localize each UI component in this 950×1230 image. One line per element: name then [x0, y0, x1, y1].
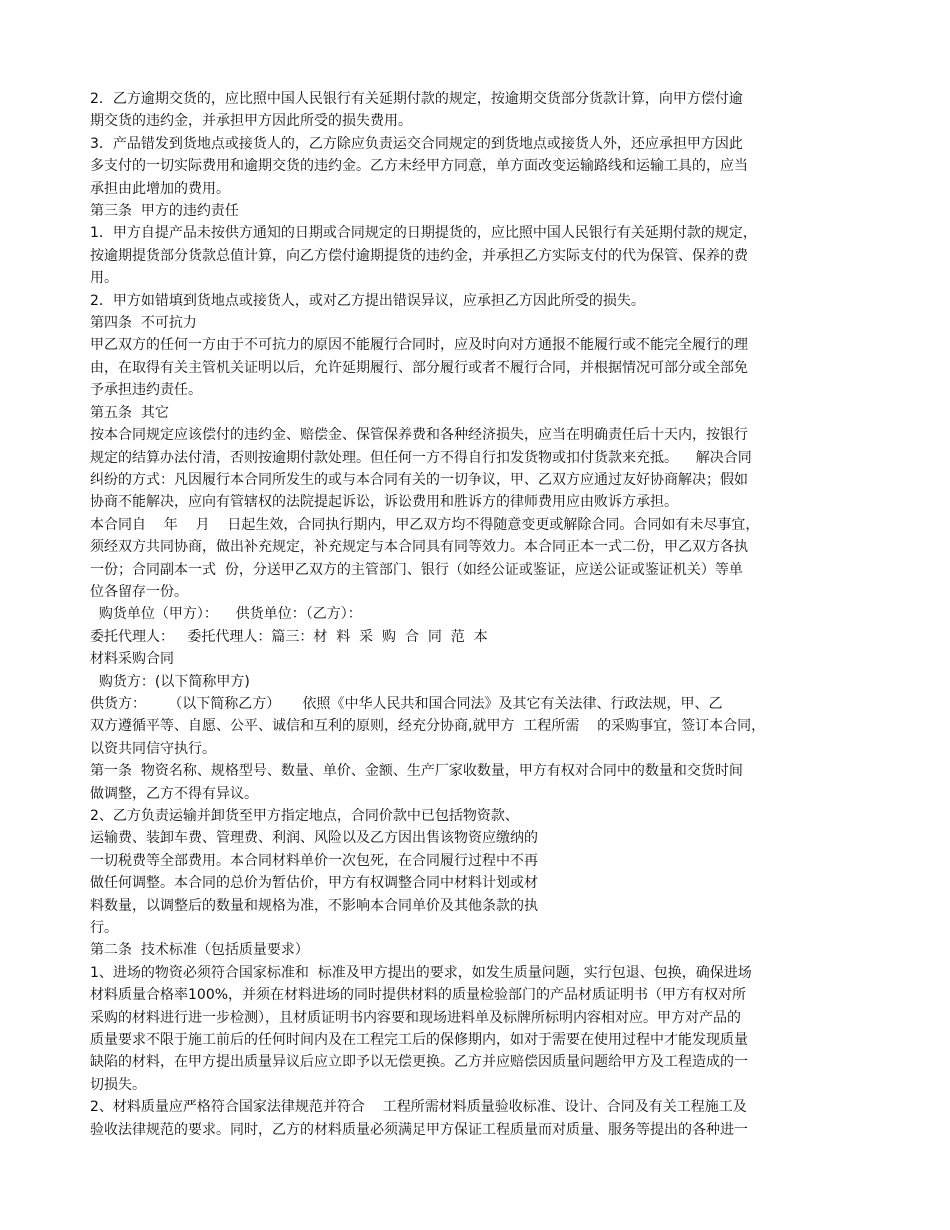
text-line: 采购的材料进行进一步检测），且材质证明书内容要和现场进料单及标牌所标明内容相对应。甲方对产品的 — [90, 1009, 741, 1026]
text-line: 材料质量合格率100%，并须在材料进场的同时提供材料的质量检验部门的产品材质证明书（甲方有权对所 — [90, 987, 747, 1004]
text-line: 协商不能解决，应向有管辖权的法院提起诉讼，诉讼费用和胜诉方的律师费用应由败诉方承担。 — [90, 494, 678, 511]
text-line: 予承担违约责任。 — [90, 382, 202, 399]
text-line: 供货方： （以下简称乙方） 依照《中华人民共和国合同法》及其它有关法律、行政法规，甲、乙 — [90, 695, 723, 712]
text-line: 切损失。 — [90, 1076, 146, 1093]
text-line: 期交货的违约金，并承担甲方因此所受的损失费用。 — [90, 113, 412, 130]
text-line: 购货方：(以下简称甲方) — [90, 673, 250, 690]
text-line: 规定的结算办法付清，否则按逾期付款处理。但任何一方不得自行扣发货物或扣付货款来充抵。 解决合同 — [90, 449, 752, 466]
text-line: 按逾期提货部分货款总值计算，向乙方偿付逾期提货的违约金，并承担乙方实际支付的代为保管、保养的费 — [90, 247, 748, 264]
text-line: 甲乙双方的任何一方由于不可抗力的原因不能履行合同时，应及时向对方通报不能履行或不能完全履行的理 — [90, 337, 748, 354]
text-line: 多支付的一切实际费用和逾期交货的违约金。乙方未经甲方同意，单方面改变运输路线和运输工具的，应当 — [90, 158, 748, 175]
text-line: 做任何调整。本合同的总价为暂估价，甲方有权调整合同中材料计划或材 — [90, 875, 538, 892]
text-line: 材料采购合同 — [90, 651, 174, 668]
text-line: 缺陷的材料，在甲方提出质量异议后应立即予以无偿更换。乙方并应赔偿因质量问题给甲方及工程造成的一 — [90, 1054, 748, 1071]
text-line: 2、乙方负责运输并卸货至甲方指定地点，合同价款中已包括物资款、 — [90, 808, 519, 824]
text-line: 位各留存一份。 — [90, 583, 188, 600]
text-line: 3．产品错发到货地点或接货人的，乙方除应负责运交合同规定的到货地点或接货人外，还应承担甲方因此 — [90, 135, 743, 152]
text-line: 第四条 不可抗力 — [90, 315, 197, 332]
text-line: 1．甲方自提产品未按供方通知的日期或合同规定的日期提货的，应比照中国人民银行有关延期付款的规定， — [90, 225, 757, 242]
text-line: 用。 — [90, 270, 118, 287]
text-line: 第五条 其它 — [90, 404, 169, 421]
text-line: 运输费、装卸车费、管理费、利润、风险以及乙方因出售该物资应缴纳的 — [90, 830, 538, 847]
text-line: 验收法律规范的要求。同时，乙方的材料质量必须满足甲方保证工程质量而对质量、服务等提出的各种进一 — [90, 1121, 748, 1138]
text-line: 本合同自 年 月 日起生效，合同执行期内，甲乙双方均不得随意变更或解除合同。合同如有未尽事宜， — [90, 516, 760, 533]
text-line: 质量要求不限于施工前后的任何时间内及在工程完工后的保修期内，如对于需要在使用过程中才能发现质量 — [90, 1032, 748, 1049]
text-line: 1、进场的物资必须符合国家标准和 标准及甲方提出的要求，如发生质量问题，实行包退、包换，确保进场 — [90, 964, 752, 981]
text-line: 委托代理人： 委托代理人：篇三：材 料 采 购 合 同 范 本 — [90, 628, 488, 645]
text-line: 2、材料质量应严格符合国家法律规范并符合 工程所需材料质量验收标准、设计、合同及有关工程施工及 — [90, 1099, 747, 1116]
text-line: 承担由此增加的费用。 — [90, 180, 230, 197]
text-line: 2．乙方逾期交货的，应比照中国人民银行有关延期付款的规定，按逾期交货部分货款计算，向甲方偿付逾 — [90, 91, 743, 107]
text-line: 由，在取得有关主管机关证明以后，允许延期履行、部分履行或者不履行合同，并根据情况可部分或全部免 — [90, 359, 748, 376]
text-line: 第一条 物资名称、规格型号、数量、单价、金额、生产厂家收数量，甲方有权对合同中的数量和交货时间 — [90, 763, 743, 780]
text-line: 双方遵循平等、自愿、公平、诚信和互利的原则，经充分协商,就甲方 工程所需 的采购事宜，签订本合同， — [90, 718, 766, 735]
text-line: 做调整，乙方不得有异议。 — [90, 785, 258, 802]
text-line: 一份；合同副本一式 份，分送甲乙双方的主管部门、银行（如经公证或鉴证，应送公证或鉴证机关）等单 — [90, 561, 743, 578]
text-line: 须经双方共同协商，做出补充规定，补充规定与本合同具有同等效力。本合同正本一式二份，甲乙双方各执 — [90, 539, 748, 556]
text-line: 以资共同信守执行。 — [90, 740, 216, 757]
text-line: 第三条 甲方的违约责任 — [90, 203, 239, 220]
text-line: 购货单位（甲方）： 供货单位：（乙方）： — [90, 606, 362, 623]
text-line: 行。 — [90, 920, 118, 937]
text-line: 一切税费等全部费用。本合同材料单价一次包死，在合同履行过程中不再 — [90, 852, 538, 869]
text-line: 2．甲方如错填到货地点或接货人，或对乙方提出错误异议，应承担乙方因此所受的损失。 — [90, 292, 645, 309]
text-line: 第二条 技术标准（包括质量要求） — [90, 942, 309, 959]
text-line: 料数量，以调整后的数量和规格为准，不影响本合同单价及其他条款的执 — [90, 897, 538, 914]
text-line: 纠纷的方式：凡因履行本合同所发生的或与本合同有关的一切争议，甲、乙双方应通过友好协商解决；假如 — [90, 471, 748, 488]
text-line: 按本合同规定应该偿付的违约金、赔偿金、保管保养费和各种经济损失，应当在明确责任后十天内，按银行 — [90, 427, 748, 444]
